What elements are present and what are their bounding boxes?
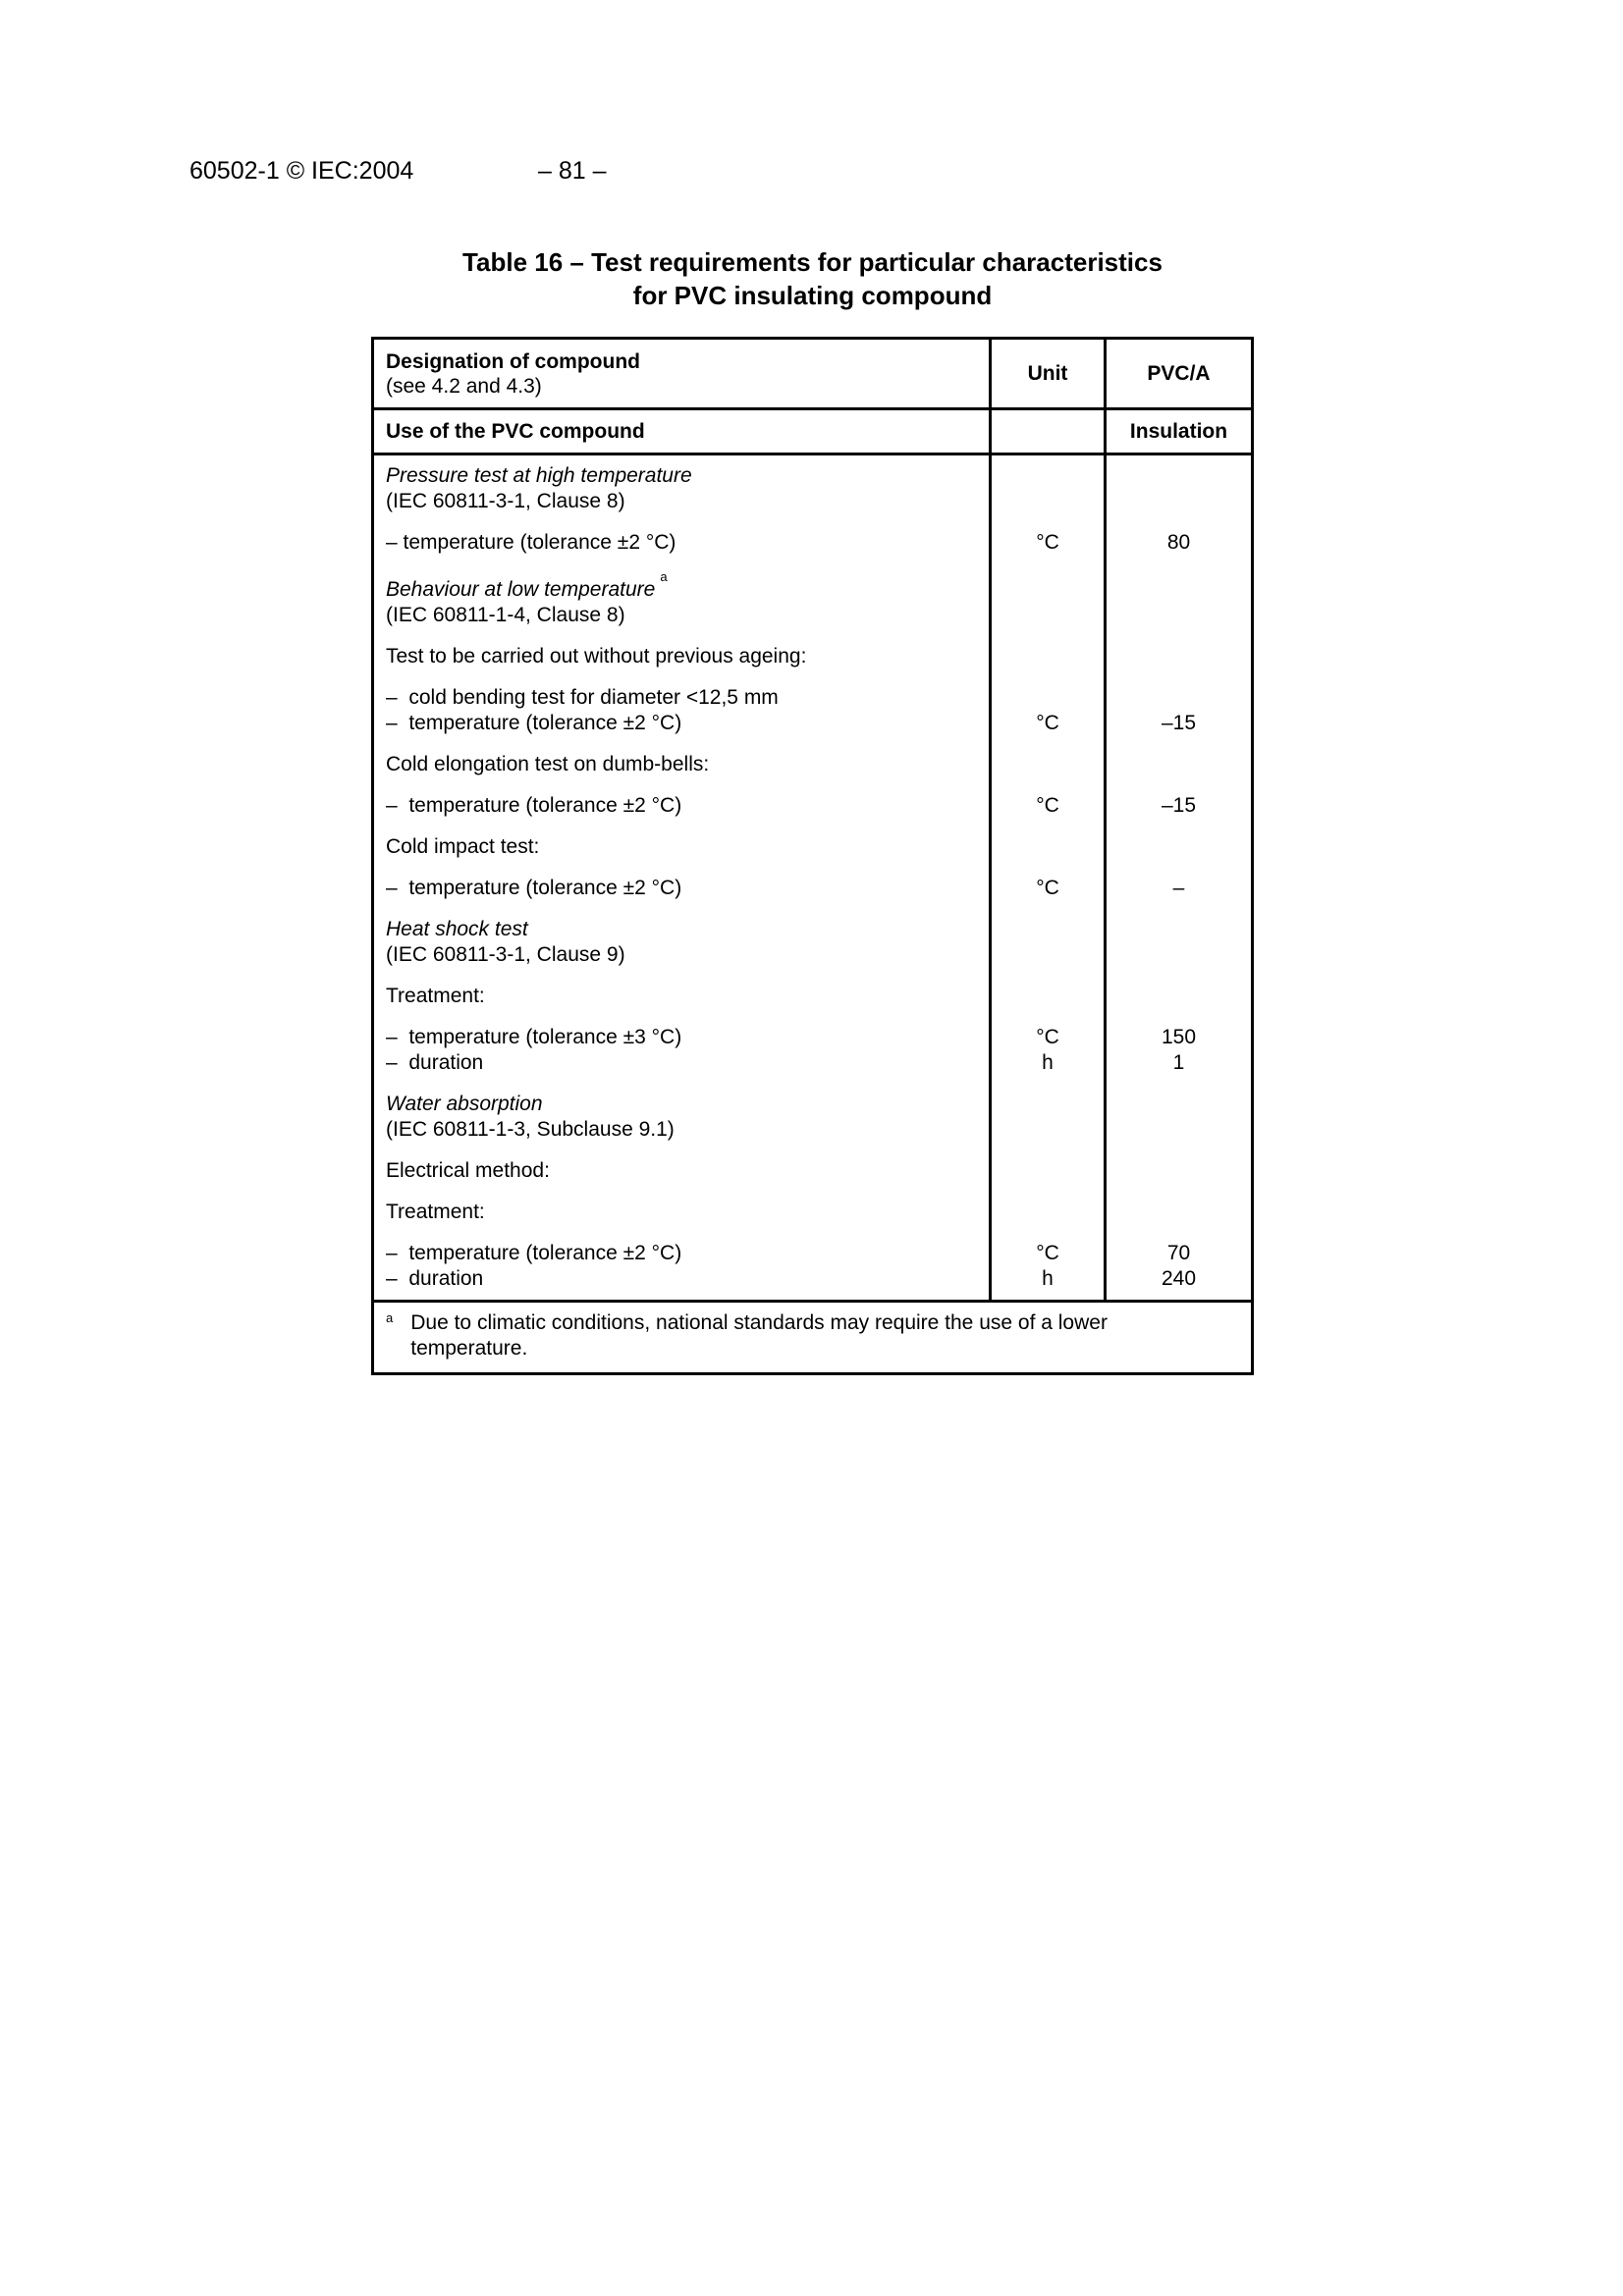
- row-unit-cell: [989, 827, 1107, 868]
- row-unit-cell: [989, 744, 1107, 785]
- row-unit-cell: [989, 1150, 1107, 1192]
- row-value-cell: [1107, 785, 1251, 827]
- description-line: – temperature (tolerance ±2 °C): [386, 531, 676, 554]
- description-line: – duration: [386, 1051, 484, 1074]
- value-line: 240: [1161, 1267, 1197, 1290]
- value-line: 70: [1166, 1242, 1191, 1264]
- description-line: Behaviour at low temperature$^a$: [386, 569, 668, 601]
- unit-line: °C: [1036, 712, 1059, 734]
- row-value-cell: [1107, 976, 1251, 1017]
- row-value-cell: [1107, 744, 1251, 785]
- description-line: Test to be carried out without previous ageing:: [386, 645, 807, 667]
- row-unit-cell: [989, 1017, 1107, 1084]
- description-line: Pressure test at high temperature: [386, 464, 692, 487]
- row-unit-cell: [989, 455, 1107, 522]
- use-value-cell: Insulation: [1129, 419, 1228, 443]
- row-description-cell: [374, 636, 989, 677]
- row-value-cell: [1107, 455, 1251, 522]
- header-row-use: [374, 410, 1251, 455]
- row-value-cell: [1107, 677, 1251, 744]
- compound-column-header: PVC/A: [1147, 361, 1211, 385]
- table-row: [374, 827, 1251, 868]
- row-description-cell: [374, 827, 989, 868]
- description-line: – temperature (tolerance ±3 °C): [386, 1026, 682, 1048]
- value-line: –: [1172, 877, 1185, 899]
- description-line: – cold bending test for diameter <12,5 mm: [386, 686, 779, 709]
- row-unit-cell: [989, 976, 1107, 1017]
- use-unit-cell: [989, 410, 1107, 453]
- row-unit-cell: [989, 563, 1107, 636]
- value-line: [1107, 685, 1251, 711]
- row-unit-cell: [989, 1192, 1107, 1233]
- description-line: – duration: [386, 1267, 484, 1290]
- row-value-cell: [1107, 1084, 1251, 1150]
- description-line: Electrical method:: [386, 1159, 550, 1182]
- description-line: – temperature (tolerance ±2 °C): [386, 877, 682, 899]
- row-description-cell: [374, 1017, 989, 1084]
- table-title-line2: for PVC insulating compound: [632, 281, 993, 310]
- footnote-text: Due to climatic conditions, national standards may require the use of a lower temperature.: [410, 1311, 1108, 1360]
- unit-line: °C: [1036, 531, 1059, 554]
- row-value-cell: [1107, 1192, 1251, 1233]
- row-description-cell: [374, 1233, 989, 1300]
- table-row: [374, 1017, 1251, 1084]
- description-line: Heat shock test: [386, 918, 528, 940]
- footnote-marker: a: [386, 1310, 394, 1325]
- designation-sub-label: (see 4.2 and 4.3): [386, 374, 542, 398]
- description-line: (IEC 60811-3-1, Clause 9): [386, 943, 625, 966]
- row-description-cell: [374, 677, 989, 744]
- table-body: [374, 455, 1251, 1300]
- footnote-row: [374, 1300, 1251, 1372]
- table-row: [374, 868, 1251, 909]
- row-value-cell: [1107, 827, 1251, 868]
- footnote-ref: a: [660, 569, 668, 584]
- table-row: [374, 744, 1251, 785]
- table-title-line1: Table 16 – Test requirements for particular characteristics: [462, 247, 1163, 277]
- page-number: – 81 –: [538, 157, 607, 185]
- row-unit-cell: [989, 522, 1107, 563]
- row-description-cell: [374, 522, 989, 563]
- table-row: [374, 909, 1251, 976]
- description-line: – temperature (tolerance ±2 °C): [386, 794, 682, 817]
- use-label-cell: [374, 410, 989, 453]
- row-unit-cell: [989, 868, 1107, 909]
- row-description-cell: [374, 976, 989, 1017]
- row-value-cell: [1107, 563, 1251, 636]
- description-line: – temperature (tolerance ±2 °C): [386, 1242, 682, 1264]
- page-header: [0, 157, 1623, 187]
- table-row: [374, 1192, 1251, 1233]
- row-description-cell: [374, 785, 989, 827]
- value-line: 1: [1172, 1051, 1185, 1074]
- value-line: 80: [1166, 531, 1191, 554]
- table-row: [374, 785, 1251, 827]
- unit-line: °C: [1036, 1026, 1059, 1048]
- description-line: Treatment:: [386, 985, 485, 1007]
- unit-line: °C: [1036, 877, 1059, 899]
- row-value-cell: [1107, 1150, 1251, 1192]
- description-line: Water absorption: [386, 1093, 543, 1115]
- unit-line: [992, 685, 1104, 711]
- row-value-cell: [1107, 522, 1251, 563]
- row-unit-cell: [989, 909, 1107, 976]
- table-row: [374, 1084, 1251, 1150]
- row-description-cell: [374, 744, 989, 785]
- table-row: [374, 976, 1251, 1017]
- unit-line: h: [1042, 1267, 1054, 1290]
- row-unit-cell: [989, 1233, 1107, 1300]
- row-description-cell: [374, 868, 989, 909]
- table-row: [374, 677, 1251, 744]
- value-line: 150: [1161, 1026, 1197, 1048]
- row-value-cell: [1107, 1233, 1251, 1300]
- unit-line: °C: [1036, 1242, 1059, 1264]
- description-line: Cold impact test:: [386, 835, 540, 858]
- row-description-cell: [374, 1084, 989, 1150]
- table-title: [371, 245, 1254, 312]
- standard-reference: 60502-1 © IEC:2004: [189, 157, 414, 185]
- row-value-cell: [1107, 1017, 1251, 1084]
- row-description-cell: [374, 1192, 989, 1233]
- unit-line: °C: [1036, 794, 1059, 817]
- row-description-cell: [374, 909, 989, 976]
- row-description-cell: [374, 455, 989, 522]
- description-line: Treatment:: [386, 1201, 485, 1223]
- description-line: (IEC 60811-3-1, Clause 8): [386, 490, 625, 512]
- designation-cell: [374, 340, 989, 407]
- unit-line: h: [1042, 1051, 1054, 1074]
- row-unit-cell: [989, 677, 1107, 744]
- requirements-table: [371, 337, 1254, 1375]
- row-description-cell: [374, 563, 989, 636]
- designation-label: Designation of compound: [386, 349, 640, 373]
- description-line: – temperature (tolerance ±2 °C): [386, 712, 682, 734]
- value-line: –15: [1161, 794, 1197, 817]
- row-description-cell: [374, 1150, 989, 1192]
- row-unit-cell: [989, 636, 1107, 677]
- table-row: [374, 522, 1251, 563]
- description-line: (IEC 60811-1-3, Subclause 9.1): [386, 1118, 675, 1141]
- row-value-cell: [1107, 909, 1251, 976]
- header-row-designation: [374, 340, 1251, 410]
- description-line: Cold elongation test on dumb-bells:: [386, 753, 710, 775]
- table-row: [374, 636, 1251, 677]
- unit-column-header: Unit: [989, 340, 1107, 407]
- table-row: [374, 1150, 1251, 1192]
- row-unit-cell: [989, 1084, 1107, 1150]
- row-value-cell: [1107, 636, 1251, 677]
- row-unit-cell: [989, 785, 1107, 827]
- value-line: –15: [1161, 712, 1197, 734]
- table-row: [374, 563, 1251, 636]
- description-line: (IEC 60811-1-4, Clause 8): [386, 604, 625, 626]
- row-value-cell: [1107, 868, 1251, 909]
- use-label: Use of the PVC compound: [386, 420, 645, 443]
- table-row: [374, 455, 1251, 522]
- table-row: [374, 1233, 1251, 1300]
